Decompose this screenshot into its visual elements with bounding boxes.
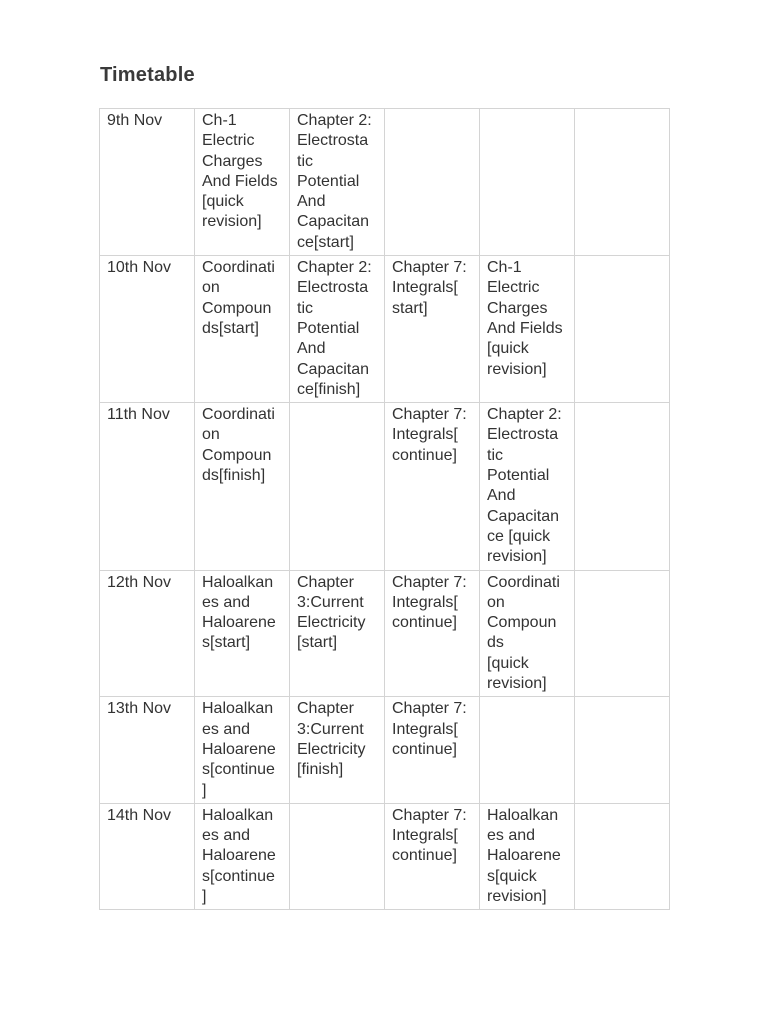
table-cell: Chapter 7: Integrals[ continue] xyxy=(385,803,480,909)
date-cell: 12th Nov xyxy=(100,570,195,697)
table-cell: Coordinati on Compoun ds[start] xyxy=(195,256,290,403)
table-cell xyxy=(290,403,385,570)
table-row xyxy=(100,570,670,697)
table-cell: Haloalkan es and Haloarene s[continue ] xyxy=(195,697,290,803)
table-cell xyxy=(575,256,670,403)
date-cell: 11th Nov xyxy=(100,403,195,570)
date-cell: 10th Nov xyxy=(100,256,195,403)
table-cell: Chapter 3:Current Electricity [start] xyxy=(290,570,385,697)
table-row xyxy=(100,403,670,570)
table-cell: Chapter 7: Integrals[ continue] xyxy=(385,570,480,697)
table-cell: Chapter 2: Electrosta tic Potential And Capacitan ce [quick revision] xyxy=(480,403,575,570)
table-cell: Ch-1 Electric Charges And Fields [quick revision] xyxy=(480,256,575,403)
table-row xyxy=(100,803,670,909)
page-title: Timetable xyxy=(100,64,195,86)
table-cell: Chapter 2: Electrosta tic Potential And Capacitan ce[finish] xyxy=(290,256,385,403)
table-row xyxy=(100,256,670,403)
table-cell xyxy=(480,697,575,803)
timetable xyxy=(99,108,670,910)
table-cell: Chapter 7: Integrals[ continue] xyxy=(385,697,480,803)
table-cell xyxy=(385,109,480,256)
table-cell xyxy=(290,803,385,909)
table-cell: Haloalkan es and Haloarene s[quick revision] xyxy=(480,803,575,909)
table-cell: Ch-1 Electric Charges And Fields [quick revision] xyxy=(195,109,290,256)
table-cell: Haloalkan es and Haloarene s[start] xyxy=(195,570,290,697)
table-cell: Haloalkan es and Haloarene s[continue ] xyxy=(195,803,290,909)
table-row xyxy=(100,697,670,803)
table-cell: Chapter 3:Current Electricity [finish] xyxy=(290,697,385,803)
table-cell xyxy=(575,109,670,256)
date-cell: 9th Nov xyxy=(100,109,195,256)
table-cell: Chapter 7: Integrals[ continue] xyxy=(385,403,480,570)
table-cell xyxy=(480,109,575,256)
table-row xyxy=(100,109,670,256)
table-cell xyxy=(575,403,670,570)
table-cell xyxy=(575,697,670,803)
date-cell: 14th Nov xyxy=(100,803,195,909)
table-cell xyxy=(575,803,670,909)
date-cell: 13th Nov xyxy=(100,697,195,803)
table-cell: Coordinati on Compoun ds [quick revision] xyxy=(480,570,575,697)
table-cell xyxy=(575,570,670,697)
table-cell: Chapter 7: Integrals[ start] xyxy=(385,256,480,403)
table-cell: Coordinati on Compoun ds[finish] xyxy=(195,403,290,570)
table-cell: Chapter 2: Electrosta tic Potential And Capacitan ce[start] xyxy=(290,109,385,256)
